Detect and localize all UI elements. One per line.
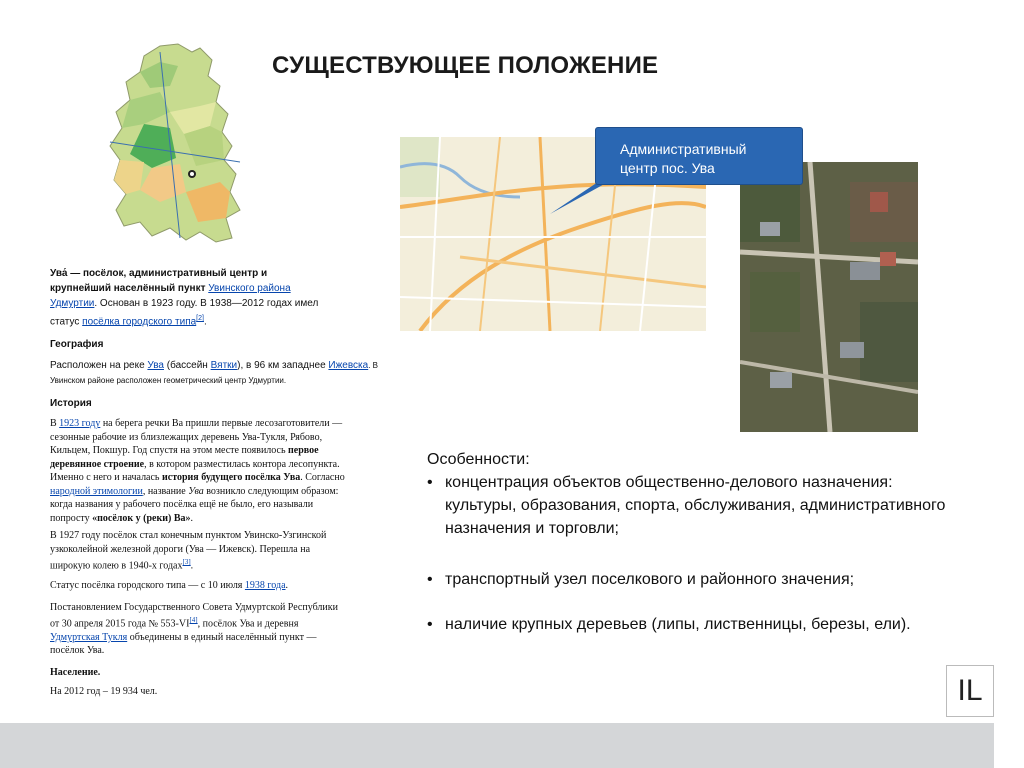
wiki-intro xyxy=(50,266,320,329)
bullet-icon: • xyxy=(427,616,433,633)
slide-title: СУЩЕСТВУЮЩЕЕ ПОЛОЖЕНИЕ xyxy=(272,52,659,79)
feature-text-2: транспортный узел поселкового и районного значения; xyxy=(445,571,855,588)
wiki-pop: На 2012 год – 19 934 чел. xyxy=(50,686,158,698)
hist-italic: Ува xyxy=(188,485,204,497)
wiki-intro-text: Ува́ — посёлок, административный центр и крупнейший населённый пункт xyxy=(50,268,268,294)
wiki-intro-text-3: . Основан в 1923 году. В 1938—2012 годах имел статус xyxy=(50,298,319,328)
hist-text-5: , название xyxy=(142,485,189,497)
hist-text-7: . xyxy=(190,512,194,524)
link-izhevsk[interactable]: Ижевска xyxy=(328,360,369,372)
link-vyatka[interactable]: Вятки xyxy=(210,360,238,372)
wiki-geo xyxy=(50,358,380,388)
ref-4[interactable]: [4] xyxy=(189,616,198,625)
admin-center-callout xyxy=(595,127,803,185)
feature-item-2 xyxy=(427,568,957,591)
geo-text-2: (бассейн xyxy=(163,360,211,372)
feature-item-1 xyxy=(427,471,957,540)
ref-3[interactable]: [3] xyxy=(182,558,191,567)
hist2-text: В 1927 году посёлок стал конечным пунктом Увинско-Узгинской узкоколейной железной дороги (Ува — Ижевск). Перешла на широкую колею в 1940-х годах xyxy=(50,530,327,572)
geo-text-4: . В Увинском районе расположен геометрический центр Удмуртии. xyxy=(50,361,378,386)
footer-bar xyxy=(0,723,994,768)
hist4-text: Постановлением Государственного Совета Удмуртской Республики от 30 апреля 2015 года № 553-VI xyxy=(50,601,338,630)
ref-2[interactable]: [2] xyxy=(196,315,204,322)
link-uva-river[interactable]: Ува xyxy=(147,360,164,372)
feature-text-3: наличие крупных деревьев (липы, лиственницы, березы, ели). xyxy=(445,616,911,633)
il-logo: IL xyxy=(946,665,994,717)
callout-pointer xyxy=(548,182,608,216)
wiki-hist-2 xyxy=(50,529,340,573)
wiki-hist-4 xyxy=(50,601,346,658)
link-urban-settlement[interactable]: посёлка городского типа xyxy=(82,316,197,328)
link-1938[interactable]: 1938 года xyxy=(244,580,286,592)
hist3-end: . xyxy=(285,580,289,592)
hist-bold-1: первое деревянное строение xyxy=(50,445,319,470)
satellite-image xyxy=(740,162,918,432)
wiki-hist-3 xyxy=(50,579,340,593)
link-udmurtia[interactable]: Удмуртии xyxy=(50,298,95,309)
hist-bold-2: история будущего посёлка Ува xyxy=(162,472,301,484)
wiki-article xyxy=(50,266,410,703)
link-udmurt-tuklya[interactable]: Удмуртская Тукля xyxy=(50,631,128,643)
hist2-end: . xyxy=(190,560,194,572)
hist-text-4: . Согласно xyxy=(300,472,345,484)
feature-item-3 xyxy=(427,613,957,636)
geo-header: География xyxy=(50,339,104,351)
hist-text: В xyxy=(50,418,60,430)
wiki-intro-text-4: . xyxy=(203,316,207,328)
callout-line-1: Административный xyxy=(620,141,747,157)
features-block xyxy=(427,448,957,636)
hist-header: История xyxy=(50,398,92,410)
bullet-icon: • xyxy=(427,474,433,491)
link-1923[interactable]: 1923 году xyxy=(59,418,101,430)
wiki-hist-1 xyxy=(50,417,346,525)
bullet-icon: • xyxy=(427,571,433,588)
geo-text: Расположен на реке xyxy=(50,360,148,372)
hist3-text: Статус посёлка городского типа — с 10 июля xyxy=(50,580,245,592)
features-heading: Особенности: xyxy=(427,451,530,468)
hist-text-3: , в котором разместилась контора лесопункта. Именно с него и началась xyxy=(50,458,340,484)
link-folk-etymology[interactable]: народной этимологии xyxy=(50,485,143,497)
hist-text-6: возникло следующим образом: когда названия у рабочего посёлка ещё не было, его называли попросту xyxy=(50,485,339,524)
hist-bold-3: «посёлок у (реки) Ва» xyxy=(92,512,191,524)
hist-text-2: на берега речки Ва пришли первые лесозаготовители — сезонные рабочие из близлежащих деревень Ува-Тукля, Рябово, Кильцем, Покшур. Год спустя на этом месте появилось xyxy=(50,418,343,457)
pop-header: Население. xyxy=(50,666,101,678)
callout-line-2: центр пос. Ува xyxy=(620,160,715,176)
hist4-text-3: объединены в единый населённый пункт — посёлок Ува. xyxy=(50,631,317,657)
geo-text-3: ), в 96 км западнее xyxy=(237,360,329,372)
link-uva-district[interactable]: Увинского района xyxy=(208,283,291,294)
feature-text-1: концентрация объектов общественно-делового назначения: культуры, образования, спорта, обслуживания, административного назначения и торговли; xyxy=(445,474,946,537)
hist4-text-2: , посёлок Ува и деревня xyxy=(197,618,299,630)
region-map xyxy=(100,42,246,248)
